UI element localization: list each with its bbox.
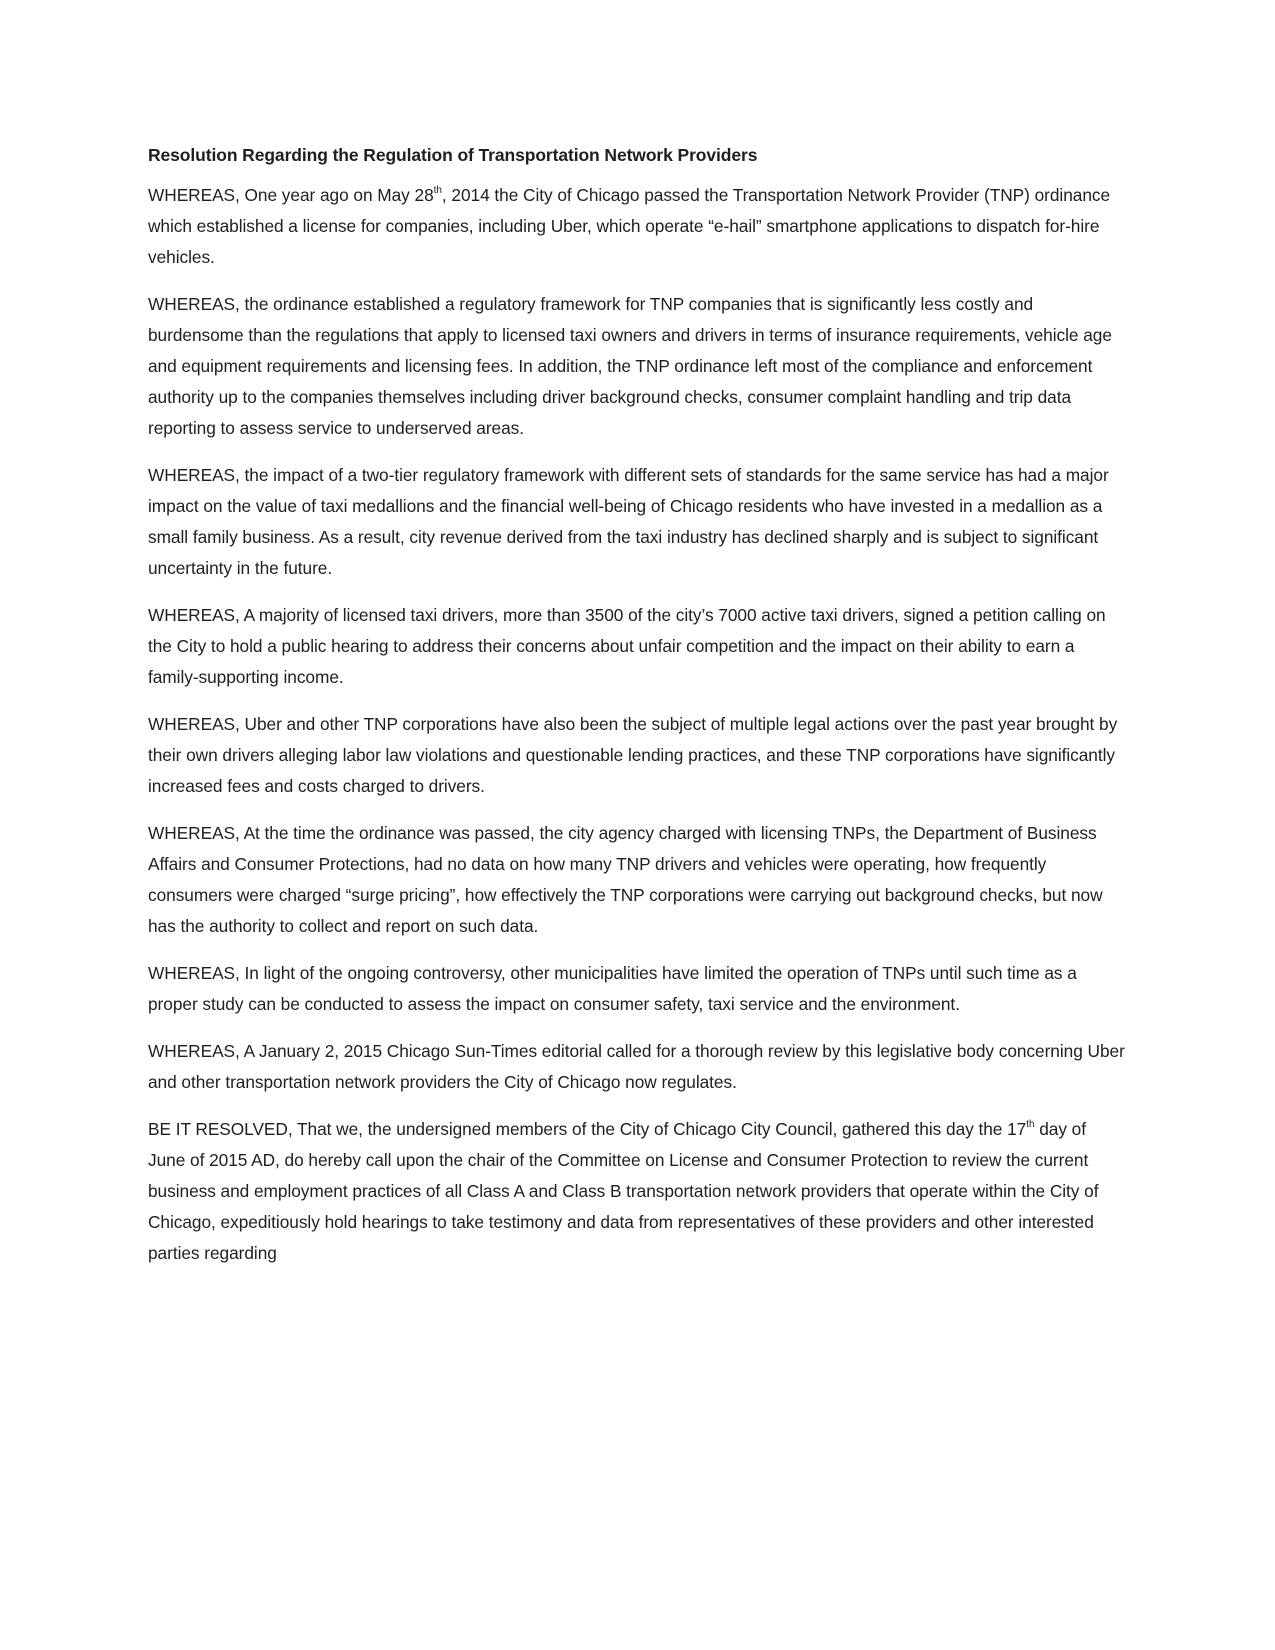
whereas-paragraph-1 bbox=[148, 180, 1128, 273]
ordinal-suffix: th bbox=[433, 185, 442, 197]
paragraph-text: WHEREAS, Uber and other TNP corporations have also been the subject of multiple legal actions over the past year brought by their own drivers alleging labor law violations and questionable lending practices, and these TNP corporations have significantly increased fees and costs charged to drivers. bbox=[148, 714, 1118, 796]
paragraph-text: WHEREAS, In light of the ongoing controversy, other municipalities have limited the operation of TNPs until such time as a proper study can be conducted to assess the impact on consumer safety, taxi service and the environment. bbox=[148, 963, 1077, 1014]
whereas-paragraph-6 bbox=[148, 818, 1128, 942]
paragraph-text: WHEREAS, A majority of licensed taxi drivers, more than 3500 of the city’s 7000 active taxi drivers, signed a petition calling on the City to hold a public hearing to address their concerns about unfair competition and the impact on their ability to earn a family-supporting income. bbox=[148, 605, 1106, 687]
whereas-paragraph-4 bbox=[148, 600, 1128, 693]
paragraph-text: WHEREAS, the impact of a two-tier regulatory framework with different sets of standards for the same service has had a major impact on the value of taxi medallions and the financial well-being of Chicago residents who have invested in a medallion as a small family business. As a result, city revenue derived from the taxi industry has declined sharply and is subject to significant uncertainty in the future. bbox=[148, 465, 1109, 578]
whereas-paragraph-2 bbox=[148, 289, 1128, 444]
paragraph-text-cont: day of June of 2015 AD, do hereby call upon the chair of the Committee on License and Consumer Protection to review the current business and employment practices of all Class A and Class B transportation network providers that operate within the City of Chicago, expeditiously hold hearings to take testimony and data from representatives of these providers and other interested parties regarding bbox=[148, 1119, 1099, 1263]
paragraph-text: BE IT RESOLVED, That we, the undersigned members of the City of Chicago City Council, gathered this day the 17 bbox=[148, 1119, 1027, 1139]
paragraph-text: WHEREAS, the ordinance established a regulatory framework for TNP companies that is significantly less costly and burdensome than the regulations that apply to licensed taxi owners and drivers in terms of insurance requirements, vehicle age and equipment requirements and licensing fees. In addition, the TNP ordinance left most of the compliance and enforcement authority up to the companies themselves including driver background checks, consumer complaint handling and trip data reporting to assess service to underserved areas. bbox=[148, 294, 1112, 438]
whereas-paragraph-3 bbox=[148, 460, 1128, 584]
document-body bbox=[148, 143, 1128, 1285]
document-title: Resolution Regarding the Regulation of Transportation Network Providers bbox=[148, 145, 758, 165]
whereas-paragraph-7 bbox=[148, 958, 1128, 1020]
ordinal-suffix: th bbox=[1026, 1119, 1035, 1131]
whereas-paragraph-5 bbox=[148, 709, 1128, 802]
paragraph-text-cont: , 2014 the City of Chicago passed the Transportation Network Provider (TNP) ordinance which established a license for companies, including Uber, which operate “e-hail” smartphone applications to dispatch for-hire vehicles. bbox=[148, 185, 1111, 267]
paragraph-text: WHEREAS, A January 2, 2015 Chicago Sun-Times editorial called for a thorough review by this legislative body concerning Uber and other transportation network providers the City of Chicago now regulates. bbox=[148, 1041, 1125, 1092]
paragraph-text: WHEREAS, At the time the ordinance was passed, the city agency charged with licensing TNPs, the Department of Business Affairs and Consumer Protections, had no data on how many TNP drivers and vehicles were operating, how frequently consumers were charged “surge pricing”, how effectively the TNP corporations were carrying out background checks, but now has the authority to collect and report on such data. bbox=[148, 823, 1103, 936]
paragraph-text: WHEREAS, One year ago on May 28 bbox=[148, 185, 434, 205]
whereas-paragraph-8 bbox=[148, 1036, 1128, 1098]
resolved-paragraph bbox=[148, 1114, 1128, 1269]
